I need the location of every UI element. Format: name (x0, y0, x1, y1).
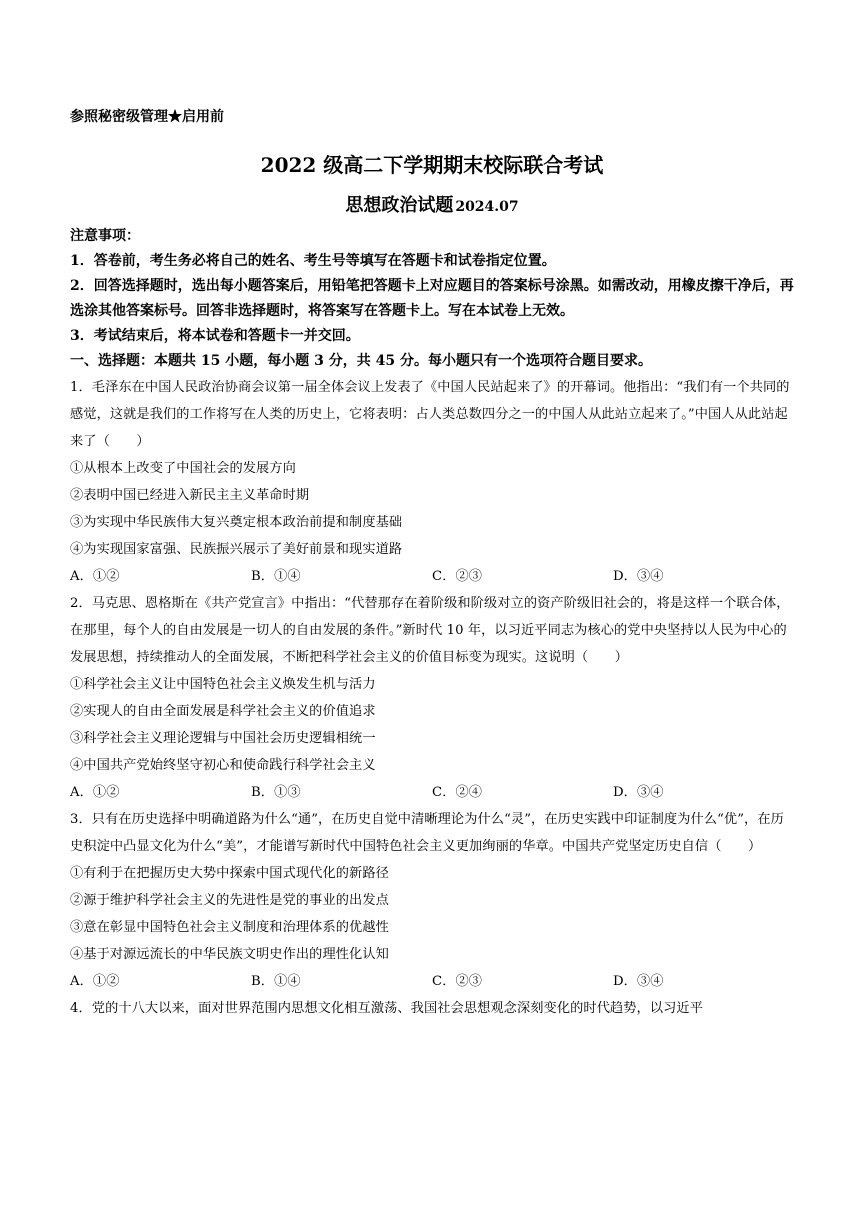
notice-item: 1．答卷前，考生务必将自己的姓名、考生号等填写在答题卡和试卷指定位置。 (70, 253, 556, 269)
option-c: C．②④ (432, 785, 483, 800)
statement: ③为实现中华民族伟大复兴奠定根本政治前提和制度基础 (70, 515, 403, 530)
option-c: C．②③ (432, 974, 483, 989)
statement: ①科学社会主义让中国特色社会主义焕发生机与活力 (70, 677, 376, 692)
notice-item: 3．考试结束后，将本试卷和答题卡一并交回。 (70, 328, 360, 344)
statement: ②实现人的自由全面发展是科学社会主义的价值追求 (70, 704, 376, 719)
question-stem: 1．毛泽东在中国人民政治协商会议第一届全体会议上发表了《中国人民站起来了》的开幕词。他指出：“我们有一个共同的感觉，这就是我们的工作将写在人类的历史上，它将表明：占人类总数四分之一的中国人从此站立起来了。”中国人从此站起来了（ ） (70, 380, 790, 449)
statement: ④为实现国家富强、民族振兴展示了美好前景和现实道路 (70, 542, 403, 557)
question-2 (70, 590, 794, 806)
option-a: A．①② (70, 785, 120, 800)
question-stem: 3．只有在历史选择中明确道路为什么“通”，在历史自觉中清晰理论为什么“灵”，在历史实践中印证制度为什么“优”，在历史积淀中凸显文化为什么“美”，才能谱写新时代中国特色社会主义更加绚丽的华章。中国共产党坚定历史自信（ ） (70, 812, 784, 854)
question-stem: 4．党的十八大以来，面对世界范围内思想文化相互激荡、我国社会思想观念深刻变化的时代趋势，以习近平 (70, 1001, 703, 1016)
option-d: D．③④ (613, 785, 664, 800)
statement: ④基于对源远流长的中华民族文明史作出的理性化认知 (70, 947, 389, 962)
statement: ③科学社会主义理论逻辑与中国社会历史逻辑相统一 (70, 731, 376, 746)
exam-title: 2022 级高二下学期期末校际联合考试 (260, 153, 604, 177)
answer-options (70, 779, 794, 806)
question-1 (70, 374, 794, 590)
subject-title: 思想政治试题 (345, 195, 454, 216)
question-4 (70, 995, 794, 1022)
statement: ②源于维护科学社会主义的先进性是党的事业的出发点 (70, 893, 389, 908)
option-c: C．②③ (432, 569, 483, 584)
statement: ③意在彰显中国特色社会主义制度和治理体系的优越性 (70, 920, 389, 935)
answer-options (70, 968, 794, 995)
secret-label: 参照秘密级管理★启用前 (70, 109, 224, 125)
section-title: 一、选择题：本题共 15 小题，每小题 3 分，共 45 分。每小题只有一个选项符合题目要求。 (70, 353, 652, 369)
question-stem: 2．马克思、恩格斯在《共产党宣言》中指出：“代替那存在着阶级和阶级对立的资产阶级旧社会的，将是这样一个联合体，在那里，每个人的自由发展是一切人的自由发展的条件。”新时代 10 年，以习近平同志为核心的党中央坚持以人民为中心的发展思想，持续推动人的全面发展，不断把科学社会主义的价值目标变为现实。这说明（ ） (70, 596, 790, 665)
statement: ①从根本上改变了中国社会的发展方向 (70, 461, 296, 476)
notice-block (70, 224, 794, 349)
option-d: D．③④ (613, 974, 664, 989)
option-b: B．①④ (251, 569, 301, 584)
option-d: D．③④ (613, 569, 664, 584)
question-3 (70, 806, 794, 995)
notice-item: 2．回答选择题时，选出每小题答案后，用铅笔把答题卡上对应题目的答案标号涂黑。如需改动，用橡皮擦干净后，再选涂其他答案标号。回答非选择题时，将答案写在答题卡上。写在本试卷上无效。 (70, 278, 794, 319)
option-b: B．①④ (251, 974, 301, 989)
option-a: A．①② (70, 974, 120, 989)
answer-options (70, 563, 794, 590)
exam-subtitle (70, 188, 794, 224)
statement: ②表明中国已经进入新民主主义革命时期 (70, 488, 310, 503)
exam-date: 2024.07 (455, 199, 519, 215)
exam-page (70, 104, 794, 1022)
statement: ④中国共产党始终坚守初心和使命践行科学社会主义 (70, 758, 376, 773)
option-a: A．①② (70, 569, 120, 584)
statement: ①有利于在把握历史大势中探索中国式现代化的新路径 (70, 866, 389, 881)
notice-heading: 注意事项： (70, 228, 140, 244)
option-b: B．①③ (251, 785, 301, 800)
